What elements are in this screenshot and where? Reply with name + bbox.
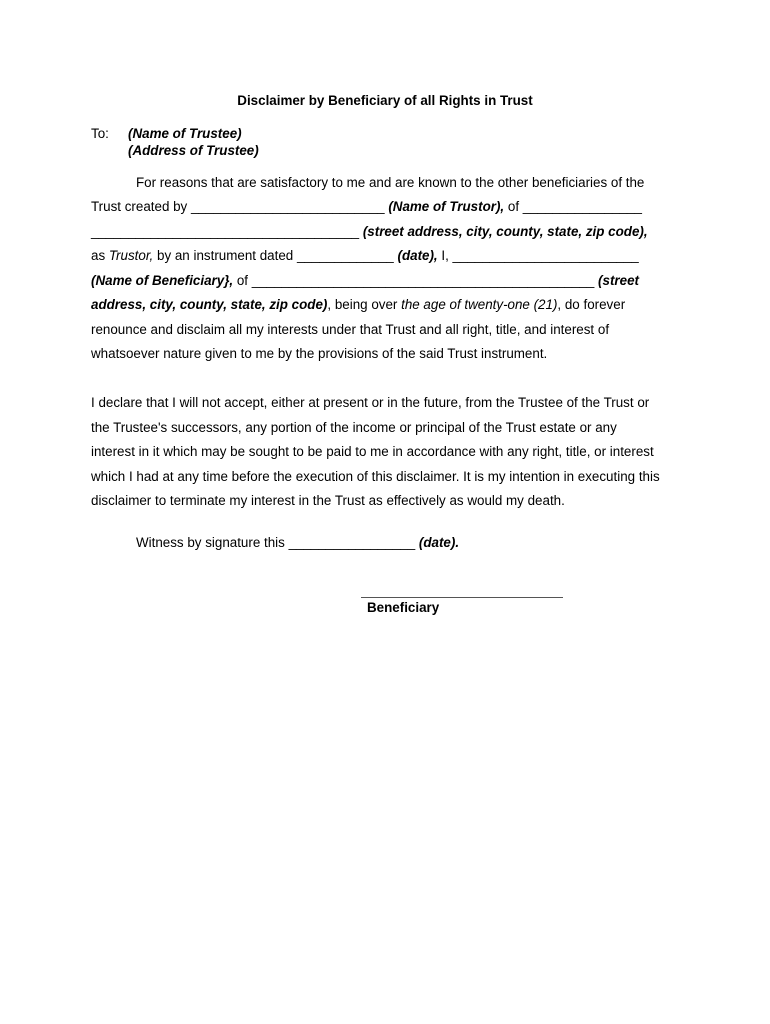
para2-line-5: disclaimer to terminate my interest in the Trust as effectively as would my death.: [91, 493, 565, 508]
beneficiary-address-placeholder-start: (street: [598, 273, 639, 288]
trustee-address: (Address of Trustee): [128, 143, 259, 158]
witness-text: Witness by signature this _________________: [136, 535, 419, 550]
age-term: the age of twenty-one (21): [401, 297, 558, 312]
para2-line-3: interest in it which may be sought to be paid to me in accordance with any right, title, or interest: [91, 444, 654, 459]
to-label: To:: [91, 126, 109, 141]
trustor-term: Trustor,: [108, 248, 154, 263]
para1-line-8: whatsoever nature given to me by the provisions of the said Trust instrument.: [91, 346, 548, 361]
trustor-address-placeholder: (street address, city, county, state, zip code),: [362, 224, 648, 239]
beneficiary-address-placeholder-end: address, city, county, state, zip code): [91, 297, 328, 312]
witness-date-placeholder: (date).: [418, 535, 460, 550]
text-as: as: [91, 248, 109, 263]
date-blank: by an instrument dated _____________: [153, 248, 398, 263]
trustor-blank: Trust created by __________________________: [91, 199, 389, 214]
para1-line-2: [91, 199, 642, 214]
signature-line: [361, 597, 563, 598]
addressee-lines: [128, 125, 259, 159]
address-blank: ____________________________________: [91, 224, 363, 239]
trustor-address-blank: of ________________: [504, 199, 642, 214]
para2-line-4: which I had at any time before the execution of this disclaimer. It is my intention in executing this: [91, 469, 660, 484]
para2-line-1: I declare that I will not accept, either at present or in the future, from the Trustee of the Trust or: [91, 395, 650, 410]
para1-line-3: [91, 224, 648, 239]
text-do-forever: , do forever: [557, 297, 626, 312]
para1-line-1: For reasons that are satisfactory to me and are known to the other beneficiaries of the: [136, 175, 645, 190]
witness-line: [136, 535, 459, 550]
document-title: Disclaimer by Beneficiary of all Rights in Trust: [237, 93, 533, 108]
para1-line-5: [91, 273, 639, 288]
beneficiary-blank: I, _________________________: [437, 248, 639, 263]
text-being-over: , being over: [327, 297, 402, 312]
para2-line-2: the Trustee's successors, any portion of the income or principal of the Trust estate or any: [91, 420, 617, 435]
beneficiary-name-placeholder: (Name of Beneficiary},: [91, 273, 234, 288]
para1-line-6: [91, 297, 625, 312]
date-placeholder: (date),: [397, 248, 438, 263]
signature-label: Beneficiary: [367, 600, 440, 615]
beneficiary-address-blank: of ______________________________________________: [233, 273, 599, 288]
para1-line-7: renounce and disclaim all my interests under that Trust and all right, title, and interest of: [91, 322, 610, 337]
trustor-name-placeholder: (Name of Trustor),: [388, 199, 505, 214]
trustee-name: (Name of Trustee): [128, 126, 242, 141]
para1-line-4: [91, 248, 639, 263]
